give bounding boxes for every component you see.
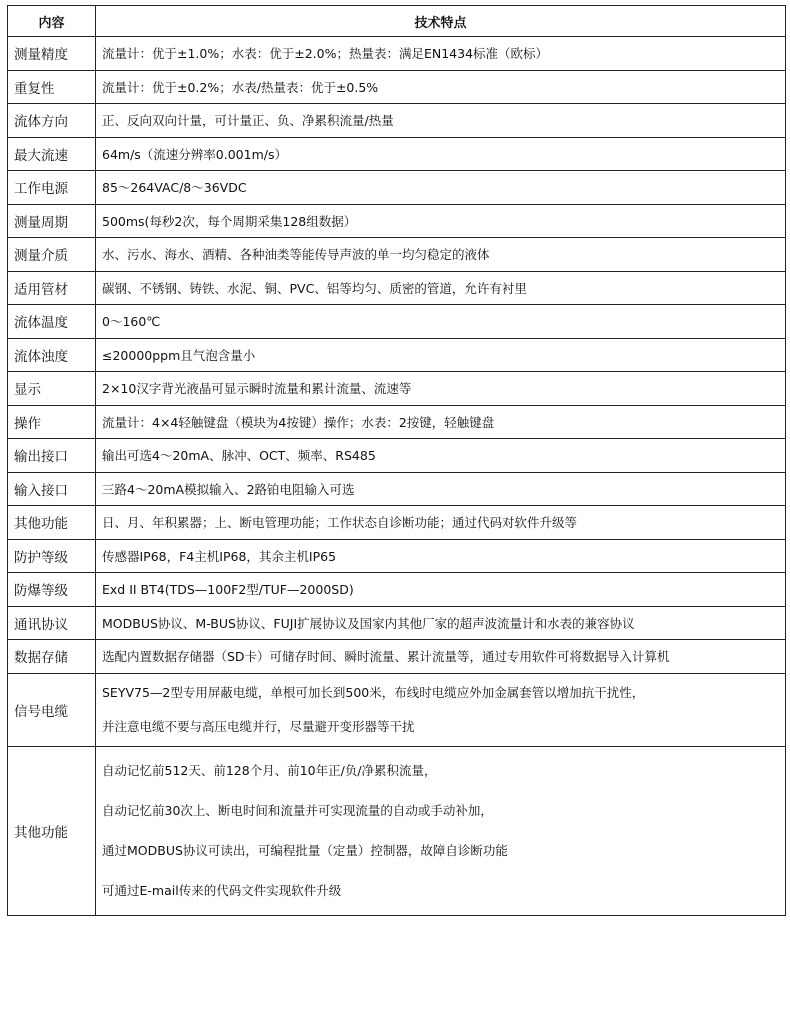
row-label: 其他功能 [8, 746, 96, 915]
row-value [96, 506, 786, 540]
value-line: 0～160℃ [102, 314, 161, 330]
table-row [8, 673, 786, 746]
row-label: 防护等级 [8, 539, 96, 573]
row-value [96, 204, 786, 238]
row-label: 数据存储 [8, 640, 96, 674]
table-row [8, 573, 786, 607]
row-value [96, 338, 786, 372]
value-line: 自动记忆前512天、前128个月、前10年正/负/净累积流量， [102, 762, 437, 778]
row-label: 测量介质 [8, 238, 96, 272]
value-line: 2×10汉字背光液晶可显示瞬时流量和累计流量、流速等 [102, 381, 412, 397]
row-value [96, 405, 786, 439]
table-row [8, 137, 786, 171]
row-value [96, 305, 786, 339]
value-line: 并注意电缆不要与高压电缆并行，尽量避开变形器等干扰 [102, 718, 415, 734]
header-features: 技术特点 [96, 6, 786, 37]
row-label: 通讯协议 [8, 606, 96, 640]
row-label: 测量周期 [8, 204, 96, 238]
row-label: 操作 [8, 405, 96, 439]
table-row [8, 37, 786, 71]
row-value [96, 271, 786, 305]
value-line: 流量计：4×4轻触键盘（模块为4按键）操作；水表：2按键，轻触键盘 [102, 414, 495, 430]
row-value [96, 640, 786, 674]
table-row [8, 238, 786, 272]
table-row [8, 338, 786, 372]
value-line: 流量计：优于±1.0%；水表：优于±2.0%；热量表：满足EN1434标准（欧标） [102, 46, 549, 62]
row-value [96, 472, 786, 506]
value-line: 传感器IP68，F4主机IP68，其余主机IP65 [102, 548, 337, 564]
row-value [96, 573, 786, 607]
row-label: 流体浊度 [8, 338, 96, 372]
row-value [96, 439, 786, 473]
header-row [8, 6, 786, 37]
row-value [96, 238, 786, 272]
row-label: 流体温度 [8, 305, 96, 339]
value-line: 自动记忆前30次上、断电时间和流量并可实现流量的自动或手动补加， [102, 802, 493, 818]
value-line: ≤20000ppm且气泡含量小 [102, 347, 256, 363]
spec-body [8, 37, 786, 916]
row-value [96, 104, 786, 138]
row-label: 其他功能 [8, 506, 96, 540]
value-line: 输出可选4～20mA、脉冲、OCT、频率、RS485 [102, 448, 376, 464]
row-label: 流体方向 [8, 104, 96, 138]
table-row [8, 70, 786, 104]
value-line: 通过MODBUS协议可读出，可编程批量（定量）控制器，故障自诊断功能 [102, 842, 508, 858]
table-row [8, 606, 786, 640]
table-row [8, 506, 786, 540]
value-line: 水、污水、海水、酒精、各种油类等能传导声波的单一均匀稳定的液体 [102, 247, 490, 263]
row-value [96, 606, 786, 640]
row-value [96, 539, 786, 573]
row-label: 信号电缆 [8, 673, 96, 746]
table-row [8, 472, 786, 506]
value-line: SEYV75—2型专用屏蔽电缆，单根可加长到500米，布线时电缆应外加金属套管以增加抗干扰性， [102, 684, 645, 700]
table-row [8, 439, 786, 473]
row-label: 显示 [8, 372, 96, 406]
value-line: MODBUS协议、M-BUS协议、FUJI扩展协议及国家内其他厂家的超声波流量计和水表的兼容协议 [102, 615, 635, 631]
row-value [96, 37, 786, 71]
value-line: 85～264VAC/8～36VDC [102, 180, 247, 196]
row-value [96, 746, 786, 915]
header-content: 内容 [8, 6, 96, 37]
row-label: 测量精度 [8, 37, 96, 71]
table-row [8, 640, 786, 674]
row-value [96, 171, 786, 205]
value-line: 选配内置数据存储器（SD卡）可储存时间、瞬时流量、累计流量等，通过专用软件可将数据导入计算机 [102, 649, 670, 665]
table-row [8, 539, 786, 573]
value-line: Exd II BT4(TDS—100F2型/TUF—2000SD) [102, 582, 354, 598]
value-line: 可通过E-mail传来的代码文件实现软件升级 [102, 882, 342, 898]
table-row [8, 104, 786, 138]
row-label: 适用管材 [8, 271, 96, 305]
row-value [96, 673, 786, 746]
value-line: 正、反向双向计量，可计量正、负、净累积流量/热量 [102, 113, 394, 129]
spec-table [7, 5, 786, 916]
row-value [96, 137, 786, 171]
table-row [8, 405, 786, 439]
table-row [8, 204, 786, 238]
row-label: 防爆等级 [8, 573, 96, 607]
value-line: 碳钢、不锈钢、铸铁、水泥、铜、PVC、铝等均匀、质密的管道，允许有衬里 [102, 280, 527, 296]
row-label: 工作电源 [8, 171, 96, 205]
value-line: 500ms(每秒2次，每个周期采集128组数据） [102, 213, 357, 229]
row-value [96, 372, 786, 406]
value-line: 64m/s（流速分辨率0.001m/s） [102, 146, 287, 162]
table-row [8, 305, 786, 339]
value-line: 三路4～20mA模拟输入、2路铂电阻输入可选 [102, 481, 355, 497]
table-row [8, 372, 786, 406]
table-row [8, 271, 786, 305]
value-line: 日、月、年积累器；上、断电管理功能；工作状态自诊断功能；通过代码对软件升级等 [102, 515, 578, 531]
row-label: 最大流速 [8, 137, 96, 171]
row-label: 输出接口 [8, 439, 96, 473]
row-label: 输入接口 [8, 472, 96, 506]
table-row [8, 171, 786, 205]
row-value [96, 70, 786, 104]
value-line: 流量计：优于±0.2%；水表/热量表：优于±0.5% [102, 79, 379, 95]
table-row [8, 746, 786, 915]
row-label: 重复性 [8, 70, 96, 104]
